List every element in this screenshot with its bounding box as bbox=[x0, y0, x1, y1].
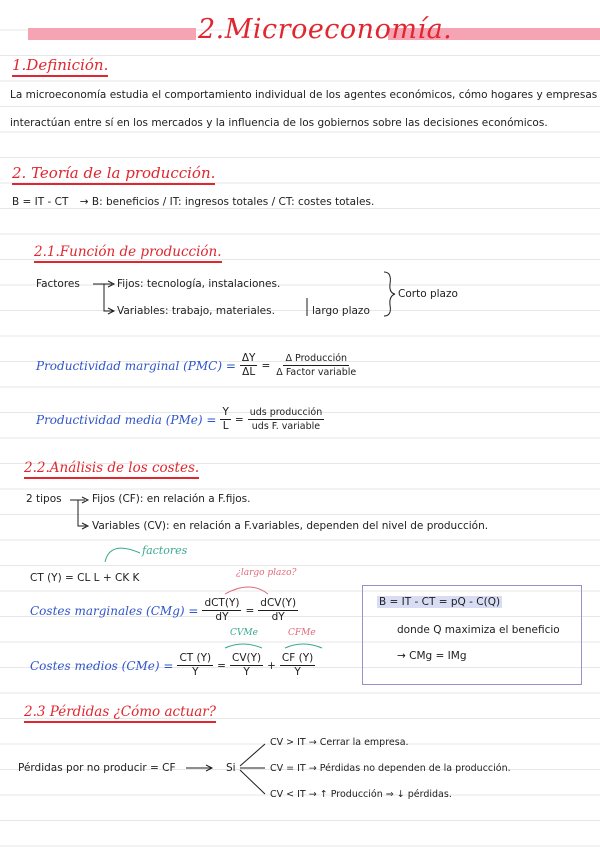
cme-num: CT (Y) bbox=[179, 652, 212, 664]
costes-variables-row bbox=[92, 520, 488, 532]
definicion-line-1: La microeconomía estudia el comportamiento individual de los agentes económicos, cómo hogares y empresas bbox=[10, 89, 598, 101]
pme-den: L bbox=[222, 420, 229, 432]
definicion-line-2: interactúan entre sí en los mercados y la influencia de los gobiernos sobre las decisiones económicos. bbox=[10, 117, 548, 129]
cme-den: Y bbox=[192, 666, 199, 678]
pmg-row bbox=[36, 352, 358, 379]
box-line-1 bbox=[377, 596, 502, 608]
pmg-num-2: Δ Producción bbox=[285, 353, 348, 364]
cme-num-3: CF (Y) bbox=[281, 652, 314, 664]
perdidas-case-2: CV = IT → Pérdidas no dependen de la producción. bbox=[270, 763, 511, 774]
cme-label: Costes medios (CMe) = bbox=[30, 658, 174, 673]
pme-row bbox=[36, 406, 324, 433]
beneficio-formula: B = IT - CT bbox=[12, 196, 69, 208]
pme-fraction bbox=[220, 406, 230, 433]
cmg-fraction-2 bbox=[258, 597, 298, 624]
heading-definicion-text: 1.Definición. bbox=[12, 56, 108, 77]
cme-den-2: Y bbox=[243, 666, 250, 678]
cme-fraction bbox=[177, 652, 213, 679]
heading-costes bbox=[24, 460, 199, 476]
corto-plazo-label: Corto plazo bbox=[398, 288, 458, 300]
page-title: 2.Microeconomía. bbox=[198, 14, 453, 45]
heading-perdidas bbox=[24, 704, 216, 720]
beneficio-box bbox=[362, 585, 582, 685]
pme-num-2: uds producción bbox=[249, 407, 323, 418]
box-line-2: donde Q maximiza el beneficio bbox=[397, 624, 560, 636]
cmg-equals: = bbox=[245, 604, 255, 617]
perdidas-si: Si bbox=[226, 762, 236, 774]
pme-num: Y bbox=[222, 406, 229, 418]
cmg-fraction bbox=[202, 597, 241, 624]
pmg-fraction-2 bbox=[274, 352, 358, 379]
factores-label: Factores bbox=[36, 278, 80, 290]
cmg-den-2: dY bbox=[271, 611, 285, 623]
costes-fijos-row bbox=[92, 493, 250, 505]
cmg-row bbox=[30, 597, 298, 624]
costes-tipos: 2 tipos bbox=[26, 493, 62, 505]
box-line-3: → CMg = IMg bbox=[397, 650, 467, 662]
cme-plus: + bbox=[267, 659, 276, 672]
costes-fijos-desc: : en relación a F.fijos. bbox=[139, 493, 251, 505]
costes-variables-label: Variables (CV) bbox=[92, 520, 167, 532]
factores-fijos: Fijos: tecnología, instalaciones. bbox=[117, 278, 281, 290]
perdidas-case-3: CV < IT → ↑ Producción ⇒ ↓ pérdidas. bbox=[270, 789, 452, 800]
costes-fijos-label: Fijos (CF) bbox=[92, 493, 140, 505]
pmg-label: Productividad marginal (PMC) = bbox=[36, 358, 236, 373]
cme-equals: = bbox=[217, 659, 226, 672]
cmg-den: dY bbox=[215, 611, 229, 623]
pmg-num: ΔY bbox=[241, 352, 256, 364]
cme-row bbox=[30, 652, 315, 679]
cme-num-2: CV(Y) bbox=[231, 652, 262, 664]
pmg-den-2: Δ Factor variable bbox=[276, 367, 357, 378]
perdidas-case-1: CV > IT → Cerrar la empresa. bbox=[270, 737, 409, 748]
coste-total-formula: CT (Y) = CL L + CK K bbox=[30, 572, 140, 584]
factores-variables: Variables: trabajo, materiales. bbox=[117, 305, 275, 317]
pme-equals: = bbox=[234, 413, 244, 426]
cmg-num-2: dCV(Y) bbox=[260, 597, 297, 609]
pmg-fraction bbox=[240, 352, 258, 379]
beneficio-description: → B: beneficios / IT: ingresos totales / CT: costes totales. bbox=[79, 196, 375, 208]
costes-variables-desc: : en relación a F.variables, dependen del nivel de producción. bbox=[166, 520, 489, 532]
pmg-equals: = bbox=[261, 359, 271, 372]
box-line-1-text: B = IT - CT = pQ - C(Q) bbox=[379, 596, 501, 608]
cvme-note: CVMe bbox=[230, 628, 258, 638]
heading-costes-text: 2.2.Análisis de los costes. bbox=[24, 460, 199, 479]
pmg-den: ΔL bbox=[242, 366, 256, 378]
cmg-num: dCT(Y) bbox=[204, 597, 240, 609]
cme-fraction-3 bbox=[280, 652, 315, 679]
pme-den-2: uds F. variable bbox=[251, 421, 321, 432]
largo-plazo-label: largo plazo bbox=[312, 305, 370, 317]
pme-label: Productividad media (PMe) = bbox=[36, 412, 217, 427]
heading-funcion-text: 2.1.Función de producción. bbox=[34, 244, 222, 263]
heading-teoria-text: 2. Teoría de la producción. bbox=[12, 164, 215, 185]
heading-perdidas-text: 2.3 Pérdidas ¿Cómo actuar? bbox=[24, 704, 216, 723]
cme-fraction-2 bbox=[230, 652, 263, 679]
factores-note: factores bbox=[142, 544, 188, 557]
cmg-label: Costes marginales (CMg) = bbox=[30, 603, 199, 618]
largo-plazo-note: ¿largo plazo? bbox=[236, 568, 297, 578]
cme-den-3: Y bbox=[294, 666, 301, 678]
perdidas-lhs: Pérdidas por no producir = CF bbox=[18, 762, 176, 774]
cfme-note: CFMe bbox=[288, 628, 316, 638]
pme-fraction-2 bbox=[248, 406, 325, 433]
